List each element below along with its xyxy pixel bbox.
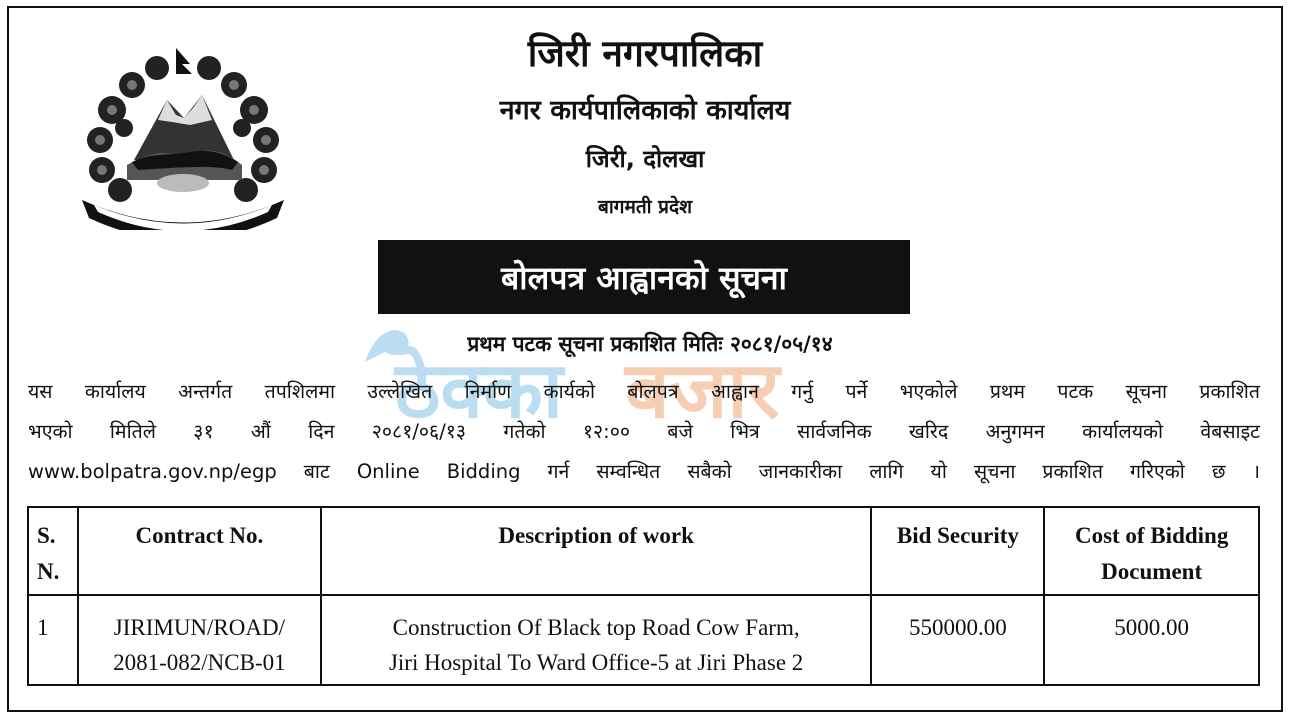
- notice-body-line: भएको मितिले ३१ औं दिन २०८१/०६/१३ गतेको १२:०० बजे भित्र सार्वजनिक खरिद अनुगमन कार्यालयको वेबसाइट: [28, 420, 1260, 443]
- notice-title: [378, 240, 910, 314]
- description-line2: Jiri Hospital To Ward Office-5 at Jiri Phase 2: [388, 650, 804, 675]
- notice-body: [28, 372, 1260, 492]
- header-cost-of-document: [1044, 507, 1259, 595]
- office-name: नगर कार्यपालिकाको कार्यालय: [499, 95, 791, 126]
- notice-body-line: यस कार्यालय अन्तर्गत तपशिलमा उल्लेखित निर्माण कार्यको बोलपत्र आह्वान गर्नु पर्ने भएकोले प्रथम पटक सूचना प्रकाशित: [28, 380, 1260, 403]
- works-table: [27, 506, 1260, 686]
- province-name: बागमती प्रदेश: [597, 196, 692, 218]
- header-sn-line1: S.: [37, 523, 56, 548]
- nepal-emblem-icon: [72, 40, 294, 230]
- cell-cost-of-document: 5000.00: [1044, 595, 1259, 685]
- header-sn-line2: N.: [37, 559, 60, 584]
- table-row: [28, 595, 1259, 685]
- cell-bid-security: 550000.00: [871, 595, 1044, 685]
- table-header-row: [28, 507, 1259, 595]
- header-cost-line2: Document: [1101, 559, 1203, 584]
- header-contract-no: Contract No.: [78, 507, 321, 595]
- cell-description: [321, 595, 872, 685]
- contract-line1: JIRIMUN/ROAD/: [113, 615, 285, 640]
- header-description: Description of work: [321, 507, 872, 595]
- notice-body-line: www.bolpatra.gov.np/egp बाट Online Bidding गर्न सम्वन्धित सबैको जानकारीका लागि यो सूचना प्रकाशित गरिएको छ ।: [28, 460, 1260, 483]
- contract-line2: 2081-082/NCB-01: [113, 650, 286, 675]
- first-published-date: प्रथम पटक सूचना प्रकाशित मितिः २०८१/०५/१४: [467, 332, 833, 356]
- description-line1: Construction Of Black top Road Cow Farm,: [392, 615, 800, 640]
- cell-sn: 1: [28, 595, 78, 685]
- header-cost-line1: Cost of Bidding: [1074, 523, 1229, 548]
- notice-title-text: बोलपत्र आह्वानको सूचना: [501, 258, 787, 297]
- municipality-name: जिरी नगरपालिका: [527, 32, 763, 75]
- header-sn: [28, 507, 78, 595]
- cell-contract-no: [78, 595, 321, 685]
- watermark-part2: बजार: [625, 346, 780, 432]
- watermark-part1: ठेक्का: [395, 346, 563, 432]
- header-bid-security: Bid Security: [871, 507, 1044, 595]
- office-location: जिरी, दोलखा: [585, 145, 705, 173]
